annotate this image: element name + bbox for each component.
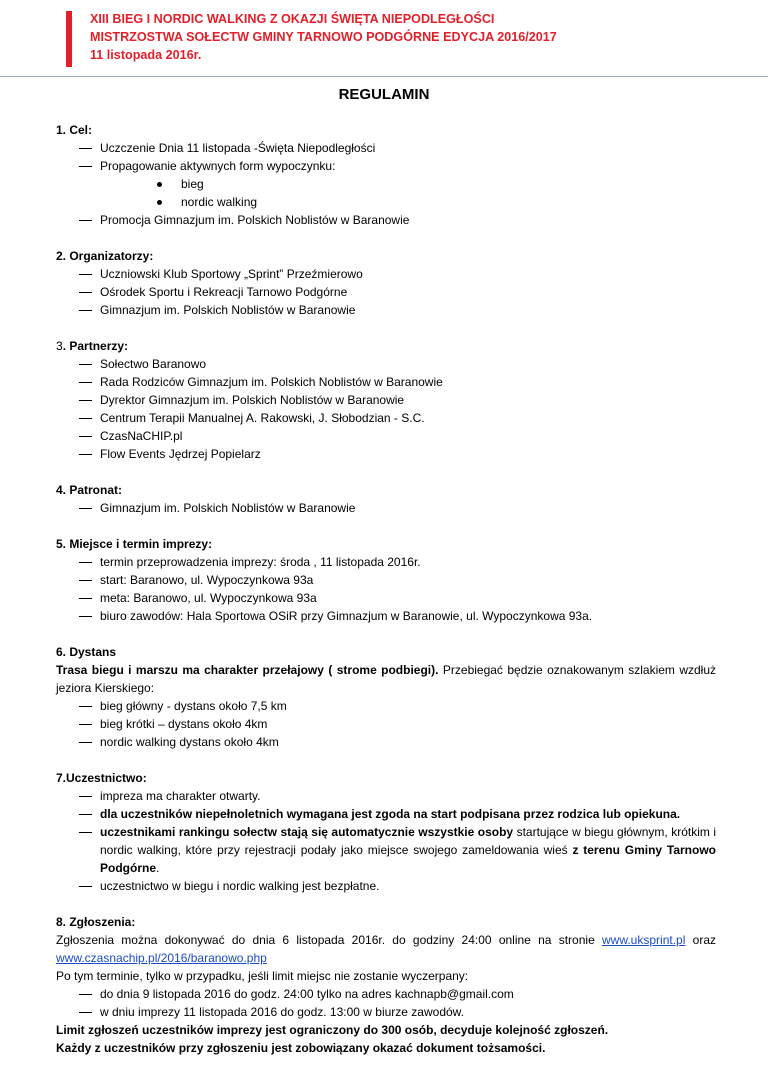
dash-icon [79,994,92,995]
bullet-icon [157,200,162,205]
list-item: Rada Rodziców Gimnazjum im. Polskich Noblistów w Baranowie [56,373,716,391]
section-heading: 7.Uczestnictwo: [56,771,147,785]
list-item: Gimnazjum im. Polskich Noblistów w Baranowie [56,499,716,517]
distance-intro: Trasa biegu i marszu ma charakter przełajowy ( strome podbiegi). Przebiegać będzie oznakowanym szlakiem wzdłuż jeziora Kierskiego: [56,663,716,695]
section-registration [56,913,716,1057]
uksprint-link[interactable]: www.uksprint.pl [602,933,686,947]
section-distance [56,643,716,751]
section-partners [56,337,716,463]
dash-icon [79,454,92,455]
list-item: Promocja Gimnazjum im. Polskich Noblistów w Baranowie [56,211,716,229]
list-item: bieg główny - dystans około 7,5 km [56,697,716,715]
dash-icon [79,1012,92,1013]
dash-icon [79,148,92,149]
section-participation [56,769,716,895]
list-item: bieg krótki – dystans około 4km [56,715,716,733]
list-item: biuro zawodów: Hala Sportowa OSiR przy Gimnazjum w Baranowie, ul. Wypoczynkowa 93a. [56,607,716,625]
list-item: do dnia 9 listopada 2016 do godz. 24:00 tylko na adres kachnapb@gmail.com [56,985,716,1003]
list-item: start: Baranowo, ul. Wypoczynkowa 93a [56,571,716,589]
late-registration-note: Po tym terminie, tylko w przypadku, jeśli limit miejsc nie zostanie wyczerpany: [56,969,469,983]
dash-icon [79,508,92,509]
dash-icon [79,580,92,581]
dash-icon [79,400,92,401]
dash-icon [79,436,92,437]
dash-icon [79,742,92,743]
dash-icon [79,166,92,167]
dash-icon [79,616,92,617]
section-heading: 5. Miejsce i termin imprezy: [56,537,213,551]
sub-list-item: bieg [56,175,716,193]
dash-icon [79,724,92,725]
dash-icon [79,418,92,419]
list-item: Dyrektor Gimnazjum im. Polskich Noblistów w Baranowie [56,391,716,409]
sub-list-item: nordic walking [56,193,716,211]
dash-icon [79,814,92,815]
header-accent-bar [66,11,72,67]
list-item: Propagowanie aktywnych form wypoczynku: [56,157,716,175]
dash-icon [79,292,92,293]
list-item: w dniu imprezy 11 listopada 2016 do godz. 13:00 w biurze zawodów. [56,1003,716,1021]
list-item: Centrum Terapii Manualnej A. Rakowski, J. Słobodzian - S.C. [56,409,716,427]
list-item: termin przeprowadzenia imprezy: środa , 11 listopada 2016r. [56,553,716,571]
list-item: meta: Baranowo, ul. Wypoczynkowa 93a [56,589,716,607]
registration-paragraph: Zgłoszenia można dokonywać do dnia 6 listopada 2016r. do godziny 24:00 online na stronie www.uksprint.pl oraz www.czasnachip.pl/2016/baranowo.php [56,933,716,965]
section-organizers [56,247,716,319]
dash-icon [79,364,92,365]
dash-icon [79,832,92,833]
dash-icon [79,598,92,599]
dash-icon [79,220,92,221]
section-heading: 2. Organizatorzy: [56,249,154,263]
header-line-2: MISTRZOSTWA SOŁECTW GMINY TARNOWO PODGÓRNE EDYCJA 2016/2017 [90,30,557,44]
czasnachip-link[interactable]: www.czasnachip.pl/2016/baranowo.php [56,951,267,965]
section-heading: 8. Zgłoszenia: [56,915,136,929]
header-line-3: 11 listopada 2016r. [90,48,202,62]
list-item: Uczniowski Klub Sportowy „Sprint” Przeźmierowo [56,265,716,283]
section-heading: 1. Cel: [56,123,93,137]
section-patronage [56,481,716,517]
list-item: nordic walking dystans około 4km [56,733,716,751]
bullet-icon [157,182,162,187]
participant-limit: Limit zgłoszeń uczestników imprezy jest ograniczony do 300 osób, decyduje kolejność zgłoszeń. [56,1023,609,1037]
document-header [90,10,557,64]
section-goal [56,121,716,229]
dash-icon [79,310,92,311]
list-item: Gimnazjum im. Polskich Noblistów w Baranowie [56,301,716,319]
list-item: uczestnikami rankingu sołectw stają się automatycznie wszystkie osoby startujące w biegu głównym, krótkim i nordic walking, które przy rejestracji podały jako miejsce swojego zameldowania wieś z terenu Gminy Tarnowo Podgórne. [56,823,716,877]
dash-icon [79,274,92,275]
dash-icon [79,706,92,707]
header-divider [0,76,768,77]
regulations-body [56,121,716,1075]
section-place-date [56,535,716,625]
list-item: Uczczenie Dnia 11 listopada -Święta Niepodległości [56,139,716,157]
section-heading: 4. Patronat: [56,483,123,497]
id-requirement: Każdy z uczestników przy zgłoszeniu jest zobowiązany okazać dokument tożsamości. [56,1041,546,1055]
section-heading: 6. Dystans [56,645,117,659]
dash-icon [79,382,92,383]
page-title: REGULAMIN [338,86,430,103]
dash-icon [79,886,92,887]
list-item: impreza ma charakter otwarty. [56,787,716,805]
list-item: dla uczestników niepełnoletnich wymagana jest zgoda na start podpisana przez rodzica lub opiekuna. [56,805,716,823]
list-item: CzasNaCHIP.pl [56,427,716,445]
list-item: Ośrodek Sportu i Rekreacji Tarnowo Podgórne [56,283,716,301]
list-item: Flow Events Jędrzej Popielarz [56,445,716,463]
list-item: uczestnictwo w biegu i nordic walking jest bezpłatne. [56,877,716,895]
header-line-1: XIII BIEG I NORDIC WALKING Z OKAZJI ŚWIĘTA NIEPODLEGŁOŚCI [90,12,495,26]
list-item: Sołectwo Baranowo [56,355,716,373]
dash-icon [79,562,92,563]
dash-icon [79,796,92,797]
section-heading: 3. Partnerzy: [56,339,129,353]
